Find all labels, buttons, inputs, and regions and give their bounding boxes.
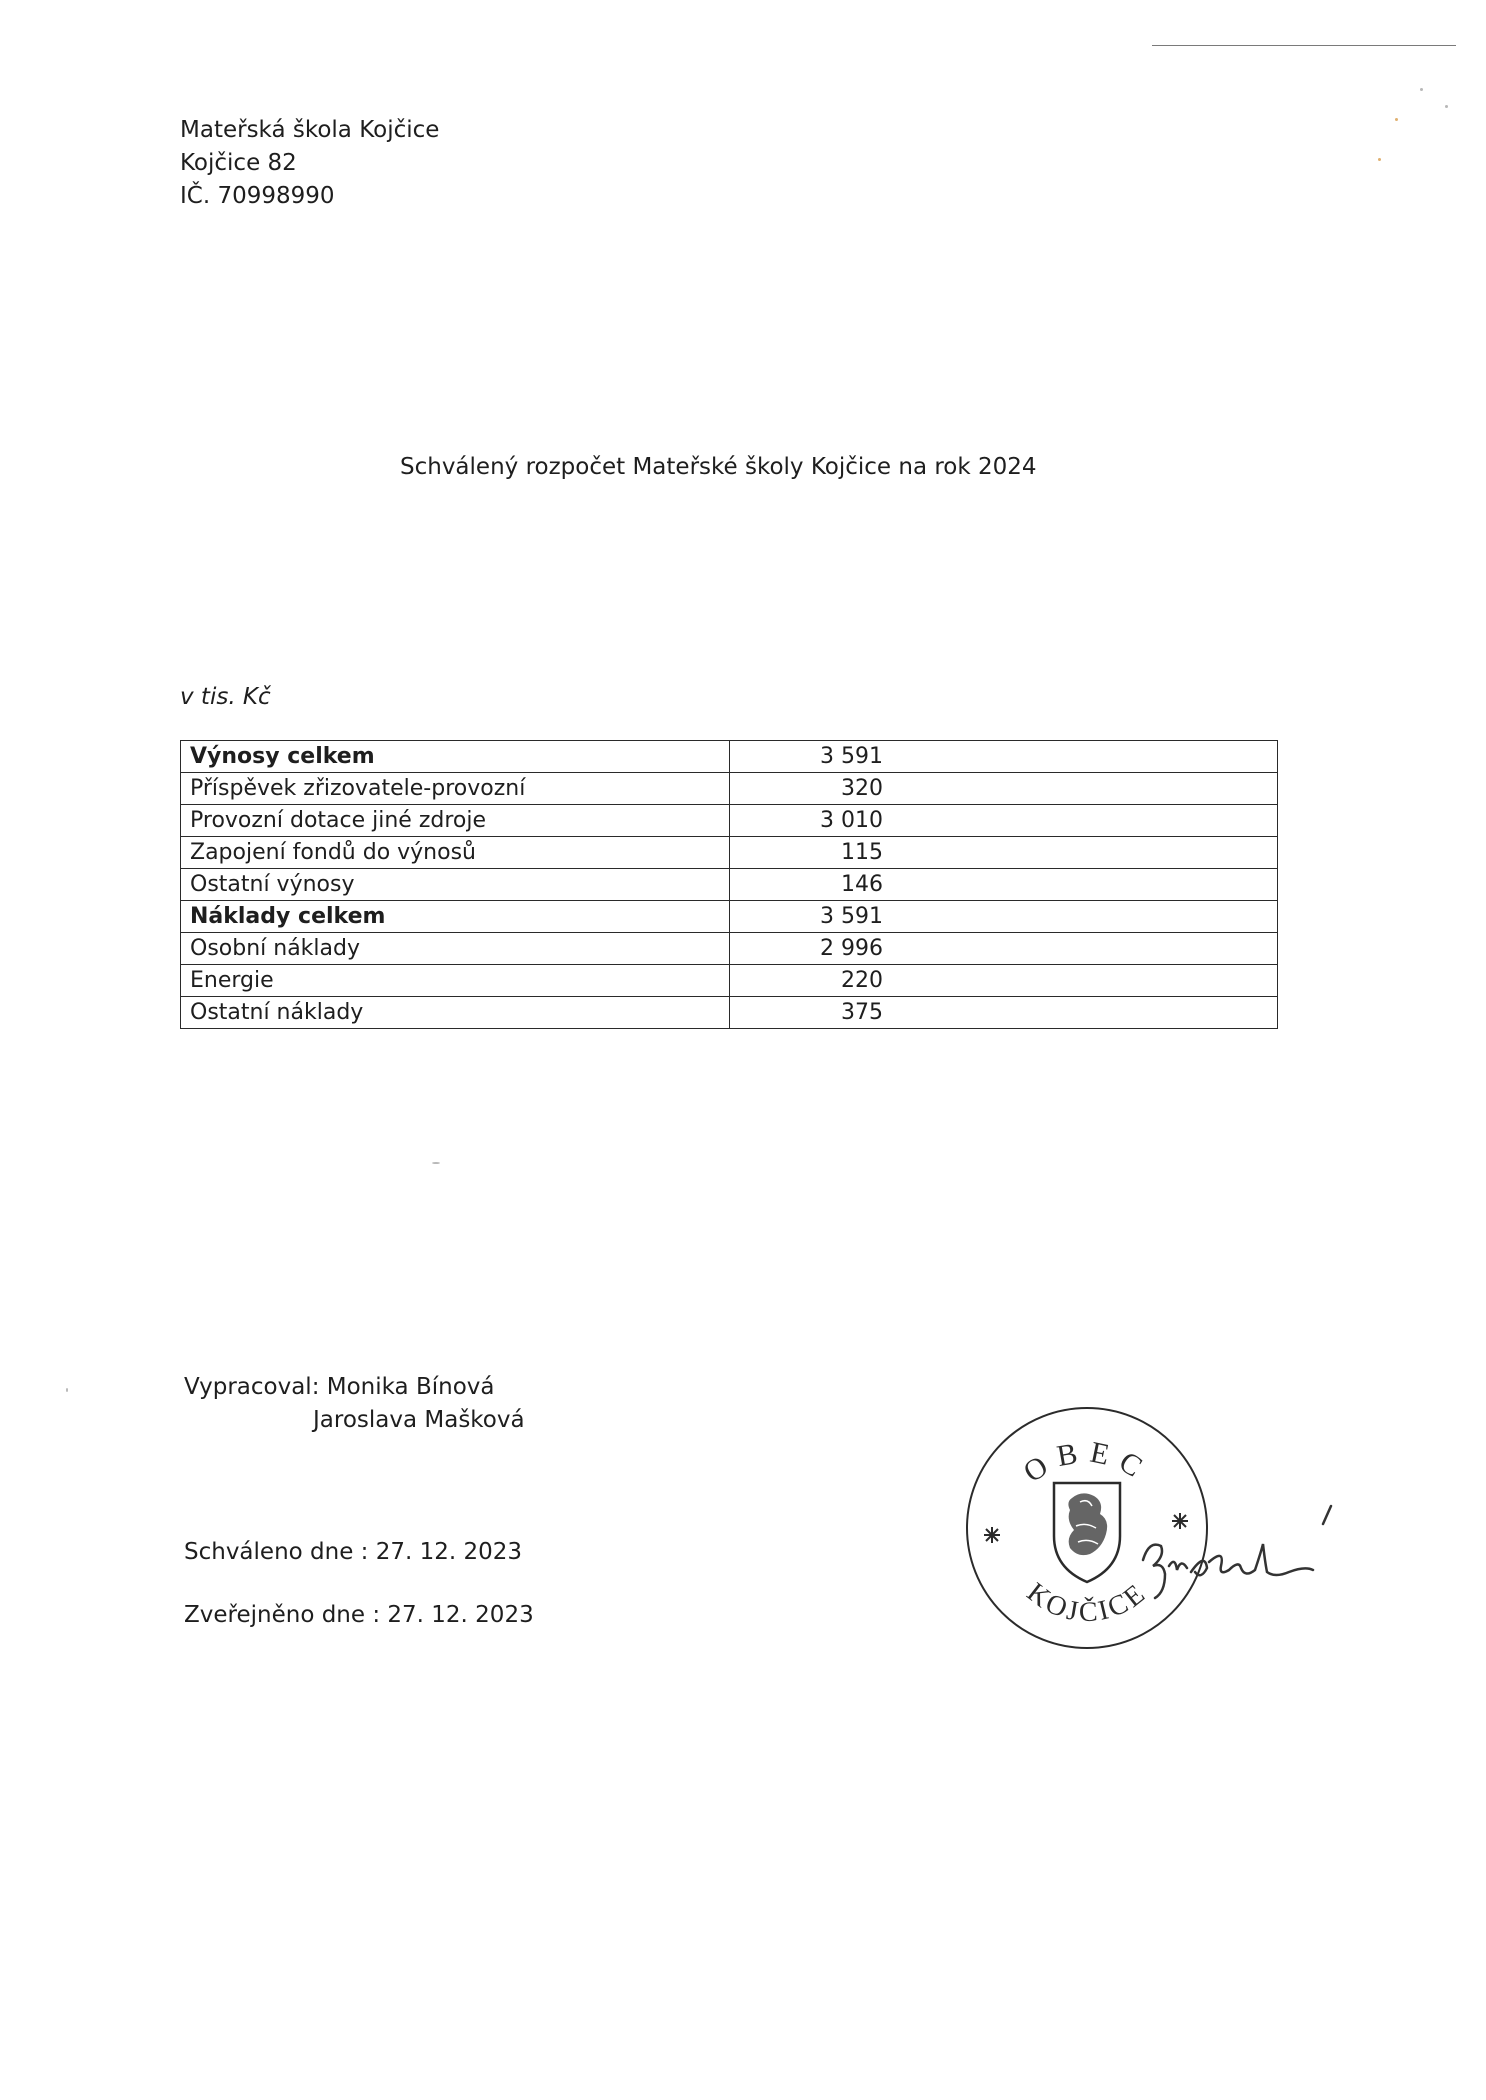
scan-speck <box>432 1162 440 1164</box>
budget-row-value: 115 <box>730 837 1278 869</box>
scan-speck <box>1420 88 1423 91</box>
budget-row <box>181 997 1278 1029</box>
budget-table <box>180 740 1278 1029</box>
scan-speck <box>1445 105 1448 108</box>
budget-row-label: Provozní dotace jiné zdroje <box>181 805 730 837</box>
handwritten-signature <box>1135 1500 1345 1610</box>
budget-row <box>181 837 1278 869</box>
scan-speck <box>1395 118 1398 121</box>
scan-speck <box>1378 158 1381 161</box>
published-date: Zveřejněno dne : 27. 12. 2023 <box>184 1602 534 1628</box>
school-address: Kojčice 82 <box>180 150 297 176</box>
budget-row-label: Osobní náklady <box>181 933 730 965</box>
budget-row-value: 146 <box>730 869 1278 901</box>
stamp-left-star-icon <box>984 1527 1000 1543</box>
budget-row-label: Náklady celkem <box>181 901 730 933</box>
stamp-top-text: OBEC <box>1017 1435 1157 1490</box>
stamp-bottom-text: KOJČICE <box>1020 1576 1154 1629</box>
budget-row <box>181 933 1278 965</box>
budget-row-label: Energie <box>181 965 730 997</box>
school-name: Mateřská škola Kojčice <box>180 117 440 143</box>
budget-row-value: 220 <box>730 965 1278 997</box>
budget-row-value: 375 <box>730 997 1278 1029</box>
scan-edge-line <box>1152 45 1456 46</box>
budget-row <box>181 869 1278 901</box>
budget-row <box>181 773 1278 805</box>
prepared-by: Vypracoval: Monika Bínová <box>184 1374 495 1400</box>
budget-row-value: 2 996 <box>730 933 1278 965</box>
budget-row <box>181 901 1278 933</box>
budget-row-label: Příspěvek zřizovatele-provozní <box>181 773 730 805</box>
budget-row <box>181 965 1278 997</box>
unit-note: v tis. Kč <box>180 684 271 710</box>
scan-speck <box>66 1388 68 1392</box>
prepared-by-second-name: Jaroslava Mašková <box>313 1407 525 1433</box>
budget-row-value: 320 <box>730 773 1278 805</box>
budget-row-label: Ostatní náklady <box>181 997 730 1029</box>
budget-row-label: Výnosy celkem <box>181 741 730 773</box>
budget-row-value: 3 591 <box>730 901 1278 933</box>
coat-of-arms-lion-icon <box>1054 1483 1120 1582</box>
budget-row <box>181 805 1278 837</box>
document-title: Schválený rozpočet Mateřské školy Kojčice na rok 2024 <box>400 454 1037 480</box>
approved-date: Schváleno dne : 27. 12. 2023 <box>184 1539 523 1565</box>
budget-row <box>181 741 1278 773</box>
budget-row-value: 3 591 <box>730 741 1278 773</box>
budget-row-label: Zapojení fondů do výnosů <box>181 837 730 869</box>
budget-row-value: 3 010 <box>730 805 1278 837</box>
budget-row-label: Ostatní výnosy <box>181 869 730 901</box>
school-id-number: IČ. 70998990 <box>180 183 335 209</box>
